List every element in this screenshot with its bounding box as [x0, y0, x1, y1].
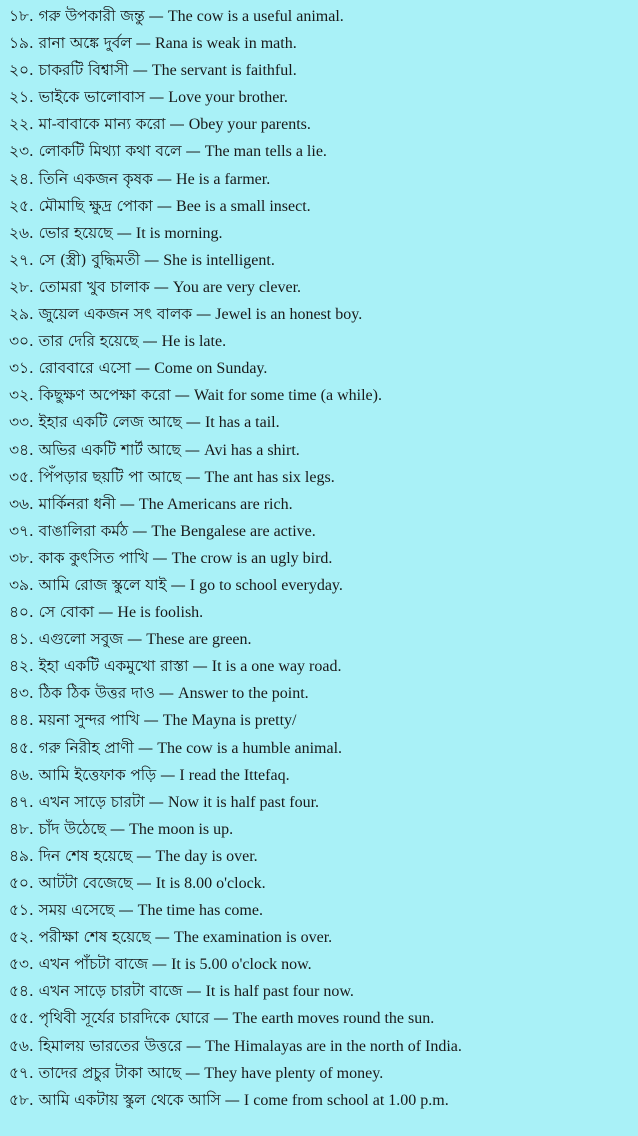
- separator-dash: —: [134, 359, 151, 378]
- sentence-number: ৩৬.: [9, 494, 34, 513]
- english-translation: He is foolish.: [117, 604, 204, 622]
- sentence-number: ৫১.: [9, 901, 34, 920]
- separator-dash: —: [156, 196, 173, 215]
- sentence-row: [9, 328, 638, 355]
- sentence-row: [9, 951, 638, 978]
- english-translation: The man tells a lie.: [204, 143, 327, 161]
- separator-dash: —: [158, 684, 175, 703]
- sentence-number: ৫৭.: [9, 1063, 34, 1082]
- sentence-row: [9, 30, 638, 57]
- bengali-sentence: এখন সাড়ে চারটা: [38, 792, 145, 811]
- bengali-sentence: ইহার একটি লেজ আছে: [38, 413, 182, 432]
- bengali-sentence: পরীক্ষা শেষ হয়েছে: [38, 928, 151, 947]
- sentence-number: ৩৩.: [9, 413, 34, 432]
- sentence-row: [9, 897, 638, 924]
- english-translation: It is 5.00 o'clock now.: [171, 956, 312, 974]
- separator-dash: —: [195, 305, 212, 324]
- bengali-sentence: রানা অঙ্কে দুর্বল: [38, 34, 132, 53]
- sentence-number: ২৭.: [9, 250, 34, 269]
- separator-dash: —: [148, 792, 164, 811]
- english-translation: The time has come.: [137, 902, 263, 920]
- english-translation: The earth moves round the sun.: [232, 1010, 435, 1028]
- english-translation: The crow is an ugly bird.: [171, 549, 333, 567]
- sentence-list: [9, 3, 638, 1114]
- separator-dash: —: [184, 440, 201, 459]
- sentence-number: ৩৭.: [9, 521, 34, 540]
- bengali-sentence: চাকরটি বিশ্বাসী: [38, 61, 129, 80]
- sentence-number: ৪৪.: [9, 711, 34, 730]
- sentence-number: ৪৩.: [9, 684, 34, 703]
- sentence-number: ৩৫.: [9, 467, 34, 486]
- sentence-row: [9, 518, 638, 545]
- sentence-number: ১৯.: [9, 34, 34, 53]
- separator-dash: —: [119, 494, 135, 513]
- sentence-row: [9, 382, 638, 409]
- english-translation: The day is over.: [155, 847, 258, 865]
- sentence-row: [9, 870, 638, 897]
- sentence-row: [9, 409, 638, 436]
- sentence-number: ২৬.: [9, 223, 34, 242]
- sentence-number: ৪২.: [9, 657, 34, 676]
- sentence-row: [9, 1005, 638, 1032]
- sentence-row: [9, 247, 638, 274]
- sentence-row: [9, 789, 638, 816]
- sentence-number: ৪৯.: [9, 846, 34, 865]
- separator-dash: —: [213, 1009, 229, 1028]
- bengali-sentence: আটটা বেজেছে: [38, 874, 133, 892]
- bengali-sentence: মার্কিনরা ধনী: [38, 494, 116, 513]
- sentence-number: ৪০.: [9, 603, 34, 622]
- sentence-number: ২০.: [9, 61, 34, 80]
- sentence-row: [9, 572, 638, 599]
- english-translation: I read the Ittefaq.: [179, 766, 290, 784]
- sentence-number: ২৪.: [9, 169, 34, 188]
- bengali-sentence: কাক কুৎসিত পাখি: [38, 548, 149, 567]
- separator-dash: —: [154, 928, 170, 947]
- english-translation: It is a one way road.: [211, 658, 342, 676]
- english-translation: He is late.: [161, 333, 227, 351]
- sentence-row: [9, 653, 638, 680]
- sentence-row: [9, 978, 638, 1005]
- sentence-number: ৫২.: [9, 928, 34, 947]
- sentence-number: ৩০.: [9, 332, 34, 351]
- separator-dash: —: [136, 874, 152, 892]
- english-translation: It is half past four now.: [205, 983, 354, 1001]
- sentence-row: [9, 491, 638, 518]
- sentence-row: [9, 626, 638, 653]
- sentence-number: ৩১.: [9, 359, 34, 378]
- sentence-row: [9, 464, 638, 491]
- separator-dash: —: [135, 34, 151, 53]
- separator-dash: —: [132, 61, 148, 80]
- sentence-number: ৫৮.: [9, 1090, 34, 1109]
- bengali-sentence: হিমালয় ভারতের উত্তরে: [38, 1036, 182, 1055]
- bengali-sentence: এখন পাঁচটা বাজে: [38, 955, 148, 974]
- english-translation: Rana is weak in math.: [154, 35, 297, 53]
- bengali-sentence: রোববারে এসো: [38, 359, 131, 378]
- sentence-number: ৪৬.: [9, 765, 34, 784]
- english-translation: Love your brother.: [168, 89, 288, 107]
- english-translation: Bee is a small insect.: [176, 197, 311, 215]
- english-translation: The Bengalese are active.: [151, 522, 316, 540]
- sentence-row: [9, 220, 638, 247]
- english-translation: I come from school at 1.00 p.m.: [243, 1091, 449, 1109]
- separator-dash: —: [142, 332, 158, 351]
- separator-dash: —: [169, 115, 185, 134]
- bengali-sentence: তার দেরি হয়েছে: [38, 332, 139, 351]
- sentence-number: ২৫.: [9, 196, 34, 215]
- sentence-row: [9, 924, 638, 951]
- english-translation: It is morning.: [135, 224, 223, 242]
- bengali-sentence: সময় এসেছে: [38, 901, 115, 920]
- bengali-sentence: ময়না সুন্দর পাখি: [38, 711, 140, 730]
- sentence-number: ৫৩.: [9, 955, 34, 974]
- english-translation: She is intelligent.: [163, 251, 275, 269]
- sentence-row: [9, 111, 638, 138]
- bengali-sentence: ইহা একটি একমুখো রাস্তা: [38, 657, 189, 676]
- separator-dash: —: [136, 846, 152, 865]
- bengali-sentence: এগুলো সবুজ: [38, 630, 123, 649]
- bengali-sentence: ভোর হয়েছে: [38, 223, 113, 242]
- sentence-number: ৪১.: [9, 630, 34, 649]
- separator-dash: —: [143, 711, 159, 730]
- bengali-sentence: গরু নিরীহ প্রাণী: [38, 738, 134, 757]
- bengali-sentence: সে বোকা: [38, 603, 95, 622]
- sentence-row: [9, 193, 638, 220]
- sentence-number: ২১.: [9, 88, 34, 107]
- english-translation: He is a farmer.: [176, 170, 271, 188]
- sentence-number: ৩৪.: [9, 440, 34, 459]
- bengali-sentence: পিঁপড়ার ছয়টি পা আছে: [38, 467, 182, 486]
- separator-dash: —: [185, 467, 201, 486]
- sentence-number: ২২.: [9, 115, 34, 134]
- sentence-number: ৫০.: [9, 874, 34, 892]
- english-translation: Wait for some time (a while).: [193, 387, 382, 405]
- bengali-sentence: তোমরা খুব চালাক: [38, 277, 150, 296]
- sentence-row: [9, 301, 638, 328]
- english-translation: Obey your parents.: [188, 116, 311, 134]
- separator-dash: —: [143, 250, 160, 269]
- english-translation: Now it is half past four.: [167, 793, 320, 811]
- english-translation: The examination is over.: [173, 929, 333, 947]
- english-translation: You are very clever.: [172, 278, 302, 296]
- sentence-number: ২৯.: [9, 305, 34, 324]
- sentence-row: [9, 138, 638, 165]
- english-translation: These are green.: [146, 631, 252, 649]
- sentence-number: ১৮.: [9, 7, 34, 25]
- sentence-number: ৩২.: [9, 386, 34, 405]
- separator-dash: —: [137, 738, 154, 757]
- sentence-row: [9, 599, 638, 626]
- english-translation: The ant has six legs.: [204, 468, 335, 486]
- sentence-row: [9, 355, 638, 382]
- bengali-sentence: চাঁদ উঠেছে: [38, 819, 106, 838]
- bengali-sentence: ভাইকে ভালোবাস: [38, 88, 145, 107]
- bengali-sentence: এখন সাড়ে চারটা বাজে: [38, 982, 183, 1001]
- separator-dash: —: [184, 1063, 201, 1082]
- english-translation: Jewel is an honest boy.: [215, 306, 363, 324]
- bengali-sentence: লোকটি মিথ্যা কথা বলে: [38, 142, 182, 161]
- sentence-number: ৩৮.: [9, 548, 34, 567]
- bengali-sentence: দিন শেষ হয়েছে: [38, 846, 133, 865]
- separator-dash: —: [109, 819, 126, 838]
- separator-dash: —: [156, 169, 173, 188]
- english-translation: It is 8.00 o'clock.: [155, 875, 266, 892]
- english-translation: The servant is faithful.: [151, 62, 297, 80]
- bengali-sentence: পৃথিবী সূর্যের চারদিকে ঘোরে: [38, 1009, 210, 1028]
- bengali-sentence: কিছুক্ষণ অপেক্ষা করো: [38, 386, 171, 405]
- sentence-row: [9, 3, 638, 30]
- separator-dash: —: [152, 548, 168, 567]
- sentence-number: ৪৮.: [9, 819, 34, 838]
- english-translation: It has a tail.: [204, 414, 280, 432]
- bengali-sentence: আমি একটায় স্কুল থেকে আসি: [38, 1090, 221, 1109]
- english-translation: The Mayna is pretty/: [162, 712, 297, 730]
- english-translation: Avi has a shirt.: [204, 441, 300, 459]
- sentence-number: ৫৫.: [9, 1009, 34, 1028]
- sentence-row: [9, 437, 638, 464]
- separator-dash: —: [126, 630, 143, 649]
- english-translation: The Himalayas are in the north of India.: [205, 1037, 462, 1055]
- separator-dash: —: [148, 7, 164, 25]
- sentence-row: [9, 1087, 638, 1114]
- bengali-sentence: ঠিক ঠিক উত্তর দাও: [38, 684, 155, 703]
- sentence-number: ২৩.: [9, 142, 34, 161]
- sentence-row: [9, 762, 638, 789]
- sentence-row: [9, 843, 638, 870]
- separator-dash: —: [98, 603, 114, 622]
- bengali-sentence: গরু উপকারী জন্তু: [38, 7, 145, 25]
- separator-dash: —: [185, 413, 201, 432]
- bengali-sentence: সে (স্ত্রী) বুদ্ধিমতী: [38, 250, 140, 269]
- sentence-number: ৪৫.: [9, 738, 34, 757]
- bengali-sentence: জুয়েল একজন সৎ বালক: [38, 305, 192, 324]
- sentence-number: ৪৭.: [9, 792, 34, 811]
- bengali-sentence: মা-বাবাকে মান্য করো: [38, 115, 166, 134]
- separator-dash: —: [132, 521, 148, 540]
- sentence-row: [9, 166, 638, 193]
- separator-dash: —: [160, 765, 176, 784]
- bengali-sentence: অভির একটি শার্ট আছে: [38, 440, 181, 459]
- separator-dash: —: [170, 575, 186, 594]
- english-translation: Answer to the point.: [178, 685, 309, 703]
- separator-dash: —: [174, 386, 190, 405]
- sentence-row: [9, 707, 638, 734]
- separator-dash: —: [192, 657, 208, 676]
- english-translation: They have plenty of money.: [204, 1064, 384, 1082]
- sentence-row: [9, 57, 638, 84]
- separator-dash: —: [185, 1036, 202, 1055]
- sentence-number: ২৮.: [9, 277, 34, 296]
- sentence-row: [9, 545, 638, 572]
- sentence-number: ৫৪.: [9, 982, 34, 1001]
- bengali-sentence: আমি ইত্তেফাক পড়ি: [38, 765, 157, 784]
- sentence-number: ৩৯.: [9, 575, 34, 594]
- sentence-row: [9, 274, 638, 301]
- separator-dash: —: [153, 277, 169, 296]
- separator-dash: —: [118, 901, 134, 920]
- english-translation: The moon is up.: [129, 820, 234, 838]
- bengali-sentence: তাদের প্রচুর টাকা আছে: [38, 1063, 181, 1082]
- english-translation: The cow is a humble animal.: [157, 739, 343, 757]
- separator-dash: —: [149, 88, 165, 107]
- sentence-row: [9, 1060, 638, 1087]
- english-translation: I go to school everyday.: [189, 576, 343, 594]
- separator-dash: —: [116, 223, 132, 242]
- bengali-sentence: বাঙালিরা কর্মঠ: [38, 521, 129, 540]
- english-translation: The cow is a useful animal.: [167, 8, 344, 25]
- sentence-row: [9, 680, 638, 707]
- bengali-sentence: আমি রোজ স্কুলে যাই: [38, 575, 167, 594]
- sentence-row: [9, 735, 638, 762]
- sentence-row: [9, 816, 638, 843]
- bengali-sentence: মৌমাছি ক্ষুদ্র পোকা: [38, 196, 153, 215]
- sentence-number: ৫৬.: [9, 1036, 34, 1055]
- separator-dash: —: [151, 955, 168, 974]
- separator-dash: —: [185, 142, 201, 161]
- english-translation: Come on Sunday.: [154, 360, 268, 378]
- separator-dash: —: [186, 982, 202, 1001]
- bengali-sentence: তিনি একজন কৃষক: [38, 169, 153, 188]
- sentence-row: [9, 84, 638, 111]
- sentence-row: [9, 1033, 638, 1060]
- separator-dash: —: [224, 1090, 240, 1109]
- english-translation: The Americans are rich.: [138, 495, 293, 513]
